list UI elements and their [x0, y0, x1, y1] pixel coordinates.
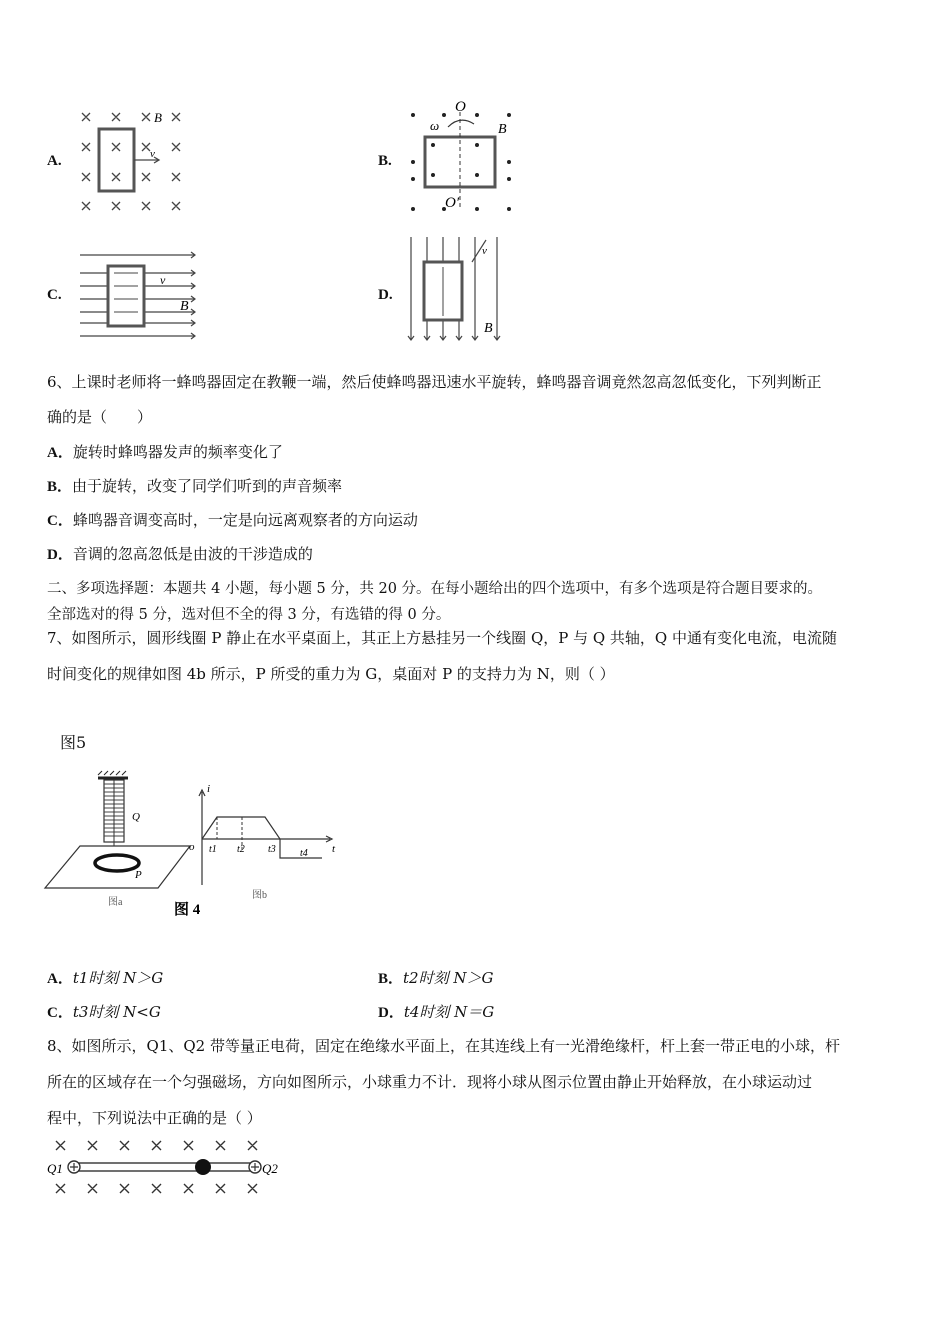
section2-line2: 全部选对的得 5 分，选对但不全的得 3 分，有选错的得 0 分。	[47, 607, 451, 623]
svg-text:v: v	[482, 245, 487, 257]
q8-stem-line3: 程中，下列说法中正确的是（ ）	[47, 1109, 262, 1127]
table-plane	[45, 846, 190, 888]
q6-option-d[interactable]: D．音调的忽高忽低是由波的干涉造成的	[47, 545, 313, 563]
svg-text:t4: t4	[300, 848, 308, 859]
q7-option-d[interactable]: D．t4时刻 N＝G	[378, 1003, 495, 1021]
q8-stem-line2: 所在的区域存在一个匀强磁场，方向如图所示，小球重力不计．现将小球从图示位置由静止开始释放，在小球运动过	[47, 1073, 813, 1091]
svg-text:t3: t3	[268, 844, 276, 855]
svg-text:图a: 图a	[108, 897, 123, 908]
figure-5c	[75, 248, 200, 343]
svg-text:v: v	[160, 273, 166, 287]
svg-text:P: P	[135, 869, 142, 881]
q6-stem-line1: 6、上课时老师将一蜂鸣器固定在教鞭一端，然后使蜂鸣器迅速水平旋转，蜂鸣器音调竟然忽高忽低变化，下列判断正	[47, 373, 822, 391]
ball	[195, 1159, 211, 1175]
figure-4	[40, 770, 360, 920]
rotation-arrow	[448, 120, 474, 127]
figure-4b	[189, 783, 336, 901]
section2-line1: 二、多项选择题：本题共 4 小题，每小题 5 分，共 20 分。在每小题给出的四个选项中，有多个选项是符合题目要求的。	[47, 581, 823, 597]
q8-stem-line1: 8、如图所示，Q1、Q2 带等量正电荷，固定在绝缘水平面上，在其连线上有一光滑绝缘杆，杆上套一带正电的小球，杆	[47, 1037, 840, 1055]
svg-text:Q: Q	[132, 811, 140, 823]
svg-text:O′: O′	[445, 195, 460, 211]
q7-option-a[interactable]: A．t1时刻 N＞G	[47, 969, 164, 987]
svg-text:ω: ω	[430, 118, 440, 133]
b-label: B	[154, 110, 162, 125]
q7-option-c[interactable]: C．t3时刻 N<G	[47, 1003, 161, 1021]
insulating-rod	[79, 1163, 251, 1171]
svg-text:B: B	[180, 299, 189, 314]
svg-text:i: i	[207, 783, 211, 795]
loop-rect	[108, 266, 144, 326]
option-a-label[interactable]: A.	[47, 153, 62, 169]
figure-4a	[45, 771, 190, 908]
figure-5a	[70, 105, 195, 215]
svg-text:B: B	[498, 122, 507, 137]
svg-text:o: o	[189, 841, 195, 853]
q6-stem-line2: 确的是（ ）	[47, 408, 153, 426]
q7-stem-line1: 7、如图所示，圆形线圈 P 静止在水平桌面上，其正上方悬挂另一个线圈 Q，P 与 Q 共轴，Q 中通有变化电流，电流随	[47, 629, 838, 647]
figure-5b	[400, 97, 525, 217]
option-c-label[interactable]: C.	[47, 287, 62, 303]
option-d-label[interactable]: D.	[378, 287, 393, 303]
svg-text:t: t	[332, 843, 336, 855]
svg-text:图b: 图b	[252, 890, 267, 901]
q6-option-c[interactable]: C．蜂鸣器音调变高时，一定是向远离观察者的方向运动	[47, 511, 418, 529]
svg-text:Q2: Q2	[262, 1161, 278, 1176]
svg-text:t1: t1	[209, 844, 217, 855]
svg-text:O: O	[455, 99, 466, 115]
svg-text:t2: t2	[237, 844, 245, 855]
fig5-caption: 图5	[60, 733, 87, 752]
svg-text:Q1: Q1	[47, 1161, 63, 1176]
figure-8	[44, 1135, 294, 1200]
figure-5d	[400, 232, 510, 344]
loop-rect	[99, 129, 134, 191]
svg-text:B: B	[484, 321, 493, 336]
q6-option-a[interactable]: A．旋转时蜂鸣器发声的频率变化了	[47, 443, 283, 461]
q6-option-b[interactable]: B．由于旋转，改变了同学们听到的声音频率	[47, 477, 343, 495]
fig4-caption: 图 4	[174, 902, 201, 918]
option-b-label[interactable]: B.	[378, 153, 392, 169]
q7-option-b[interactable]: B．t2时刻 N＞G	[378, 969, 494, 987]
v-label: v	[150, 148, 155, 160]
q7-stem-line2: 时间变化的规律如图 4b 所示，P 所受的重力为 G，桌面对 P 的支持力为 N，则（ ）	[47, 665, 615, 683]
